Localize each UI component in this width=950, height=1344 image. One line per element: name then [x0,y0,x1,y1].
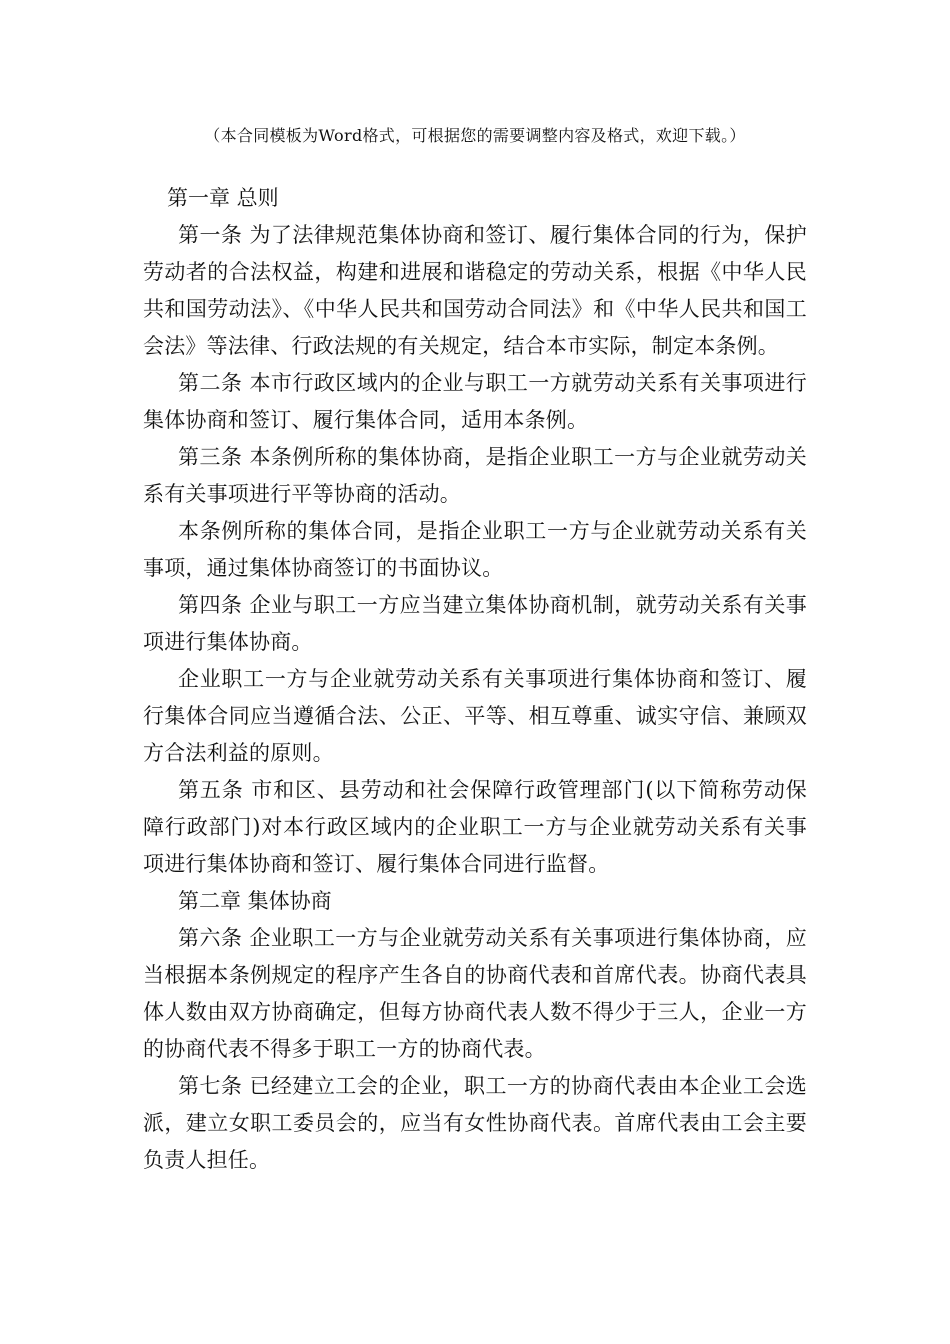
regulation-body [143,180,807,1179]
article-4-clause-2: 企业职工一方与企业就劳动关系有关事项进行集体协商和签订、履行集体合同应当遵循合法、公正、平等、相互尊重、诚实守信、兼顾双方合法利益的原则。 [143,667,807,765]
article-6: 第六条 企业职工一方与企业就劳动关系有关事项进行集体协商，应当根据本条例规定的程序产生各自的协商代表和首席代表。协商代表具体人数由双方协商确定，但每方协商代表人数不得少于三人，企业一方的协商代表不得多于职工一方的协商代表。 [143,926,807,1061]
article-3: 第三条 本条例所称的集体协商，是指企业职工一方与企业就劳动关系有关事项进行平等协商的活动。 [143,445,807,506]
article-3-clause-2: 本条例所称的集体合同，是指企业职工一方与企业就劳动关系有关事项，通过集体协商签订的书面协议。 [143,519,807,580]
template-note: （本合同模板为Word格式，可根据您的需要调整内容及格式，欢迎下载。） [204,126,746,145]
article-2: 第二条 本市行政区域内的企业与职工一方就劳动关系有关事项进行集体协商和签订、履行集体合同，适用本条例。 [143,371,807,432]
chapter-1-title: 第一章 总则 [167,186,279,210]
article-4: 第四条 企业与职工一方应当建立集体协商机制，就劳动关系有关事项进行集体协商。 [143,593,807,654]
article-1: 第一条 为了法律规范集体协商和签订、履行集体合同的行为，保护劳动者的合法权益，构建和进展和谐稳定的劳动关系，根据《中华人民共和国劳动法》、《中华人民共和国劳动合同法》和《中华人民共和国工会法》等法律、行政法规的有关规定，结合本市实际，制定本条例。 [143,223,807,358]
article-5: 第五条 市和区、县劳动和社会保障行政管理部门(以下简称劳动保障行政部门)对本行政区域内的企业职工一方与企业就劳动关系有关事项进行集体协商和签订、履行集体合同进行监督。 [143,778,807,876]
article-7: 第七条 已经建立工会的企业，职工一方的协商代表由本企业工会选派，建立女职工委员会的，应当有女性协商代表。首席代表由工会主要负责人担任。 [143,1074,807,1172]
chapter-2-title: 第二章 集体协商 [178,889,332,913]
